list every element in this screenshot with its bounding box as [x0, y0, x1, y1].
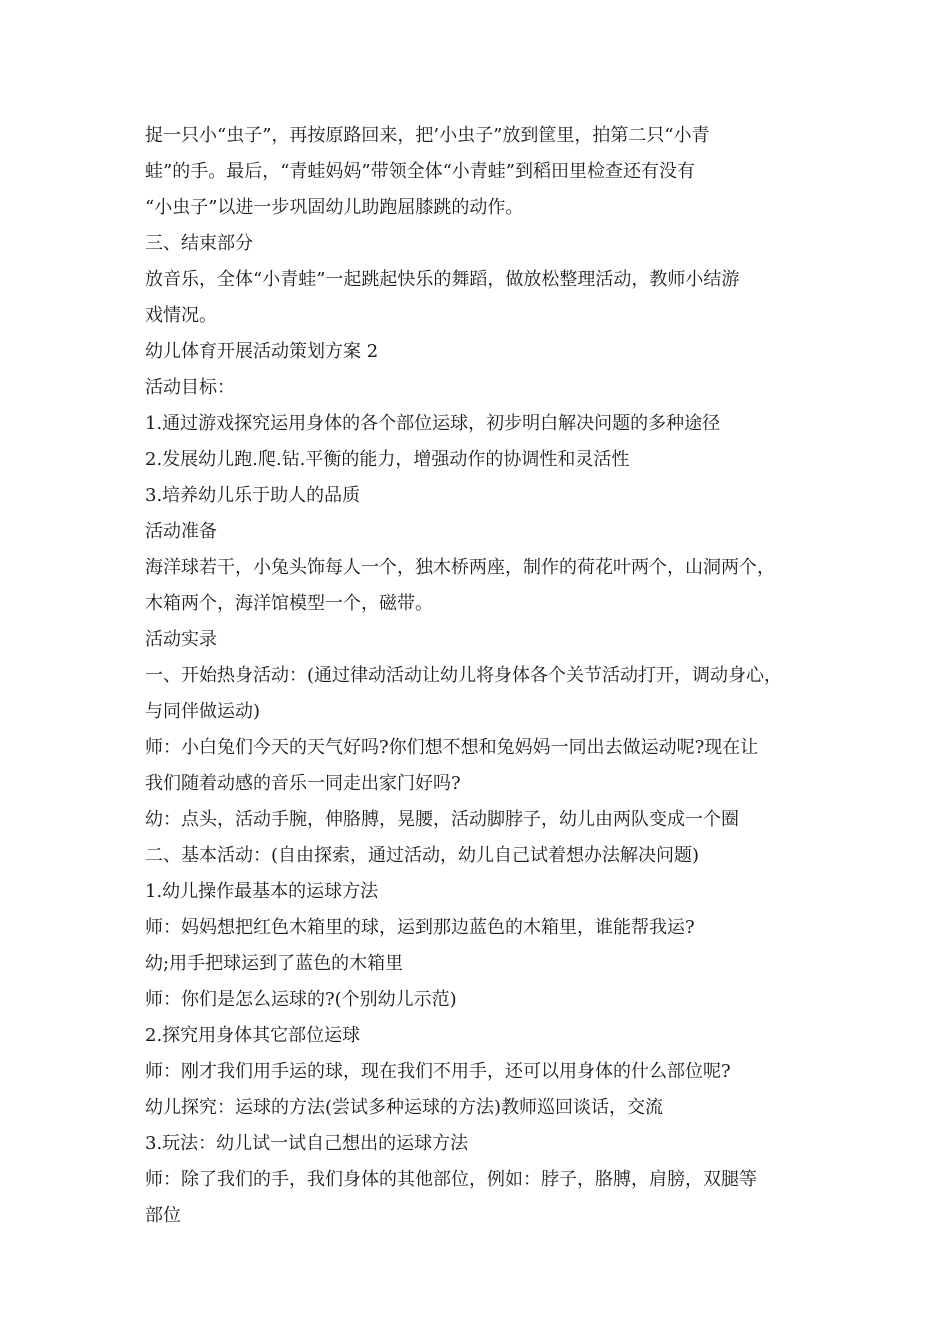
document-title: 幼儿体育开展活动策划方案 2	[145, 341, 379, 362]
text-line: 我们随着动感的音乐一同走出家门好吗?	[145, 773, 461, 794]
text-line: 幼;用手把球运到了蓝色的木箱里	[145, 953, 404, 974]
text-line: 一、开始热身活动：(通过律动活动让幼儿将身体各个关节活动打开，调动身心，	[145, 665, 783, 686]
list-item: 3.培养幼儿乐于助人的品质	[145, 485, 361, 506]
text-line: 蛙”的手。最后，“青蛙妈妈”带领全体“小青蛙”到稻田里检查还有没有	[145, 161, 696, 182]
list-item: 3.玩法：幼儿试一试自己想出的运球方法	[145, 1133, 469, 1154]
text-line: 放音乐，全体“小青蛙”一起跳起快乐的舞蹈，做放松整理活动，教师小结游	[145, 269, 740, 290]
list-item: 1.幼儿操作最基本的运球方法	[145, 881, 379, 902]
text-line: 海洋球若干，小兔头饰每人一个，独木桥两座，制作的荷花叶两个，山洞两个，	[145, 557, 775, 578]
section-heading: 三、结束部分	[145, 233, 253, 254]
text-line: 师：妈妈想把红色木箱里的球，运到那边蓝色的木箱里，谁能帮我运?	[145, 917, 695, 938]
text-line: 戏情况。	[145, 305, 217, 326]
section-heading: 二、基本活动：(自由探索，通过活动，幼儿自己试着想办法解决问题)	[145, 845, 700, 866]
section-heading: 活动准备	[145, 521, 217, 542]
text-line: 师：小白兔们今天的天气好吗?你们想不想和兔妈妈一同出去做运动呢?现在让	[145, 737, 759, 758]
document-body	[145, 118, 825, 1234]
text-line: 木箱两个，海洋馆模型一个，磁带。	[145, 593, 433, 614]
text-line: 师：除了我们的手，我们身体的其他部位，例如：脖子，胳膊，肩膀，双腿等	[145, 1169, 757, 1190]
section-heading: 活动实录	[145, 629, 217, 650]
text-line: “小虫子”以进一步巩固幼儿助跑屈膝跳的动作。	[145, 197, 524, 218]
list-item: 1.通过游戏探究运用身体的各个部位运球，初步明白解决问题的多种途径	[145, 413, 721, 434]
list-item: 2.探究用身体其它部位运球	[145, 1025, 361, 1046]
text-line: 部位	[145, 1205, 181, 1226]
text-line: 与同伴做运动)	[145, 701, 261, 722]
text-line: 捉一只小“虫子”，再按原路回来，把’小虫子”放到筐里，拍第二只“小青	[145, 125, 710, 146]
text-line: 幼儿探究：运球的方法(尝试多种运球的方法)教师巡回谈话，交流	[145, 1097, 664, 1118]
text-line: 师：你们是怎么运球的?(个别幼儿示范)	[145, 989, 457, 1010]
list-item: 2.发展幼儿跑.爬.钻.平衡的能力，增强动作的协调性和灵活性	[145, 449, 630, 470]
text-line: 幼：点头，活动手腕，伸胳膊，晃腰，活动脚脖子，幼儿由两队变成一个圈	[145, 809, 739, 830]
text-line: 师：刚才我们用手运的球，现在我们不用手，还可以用身体的什么部位呢?	[145, 1061, 731, 1082]
section-heading: 活动目标：	[145, 377, 235, 398]
